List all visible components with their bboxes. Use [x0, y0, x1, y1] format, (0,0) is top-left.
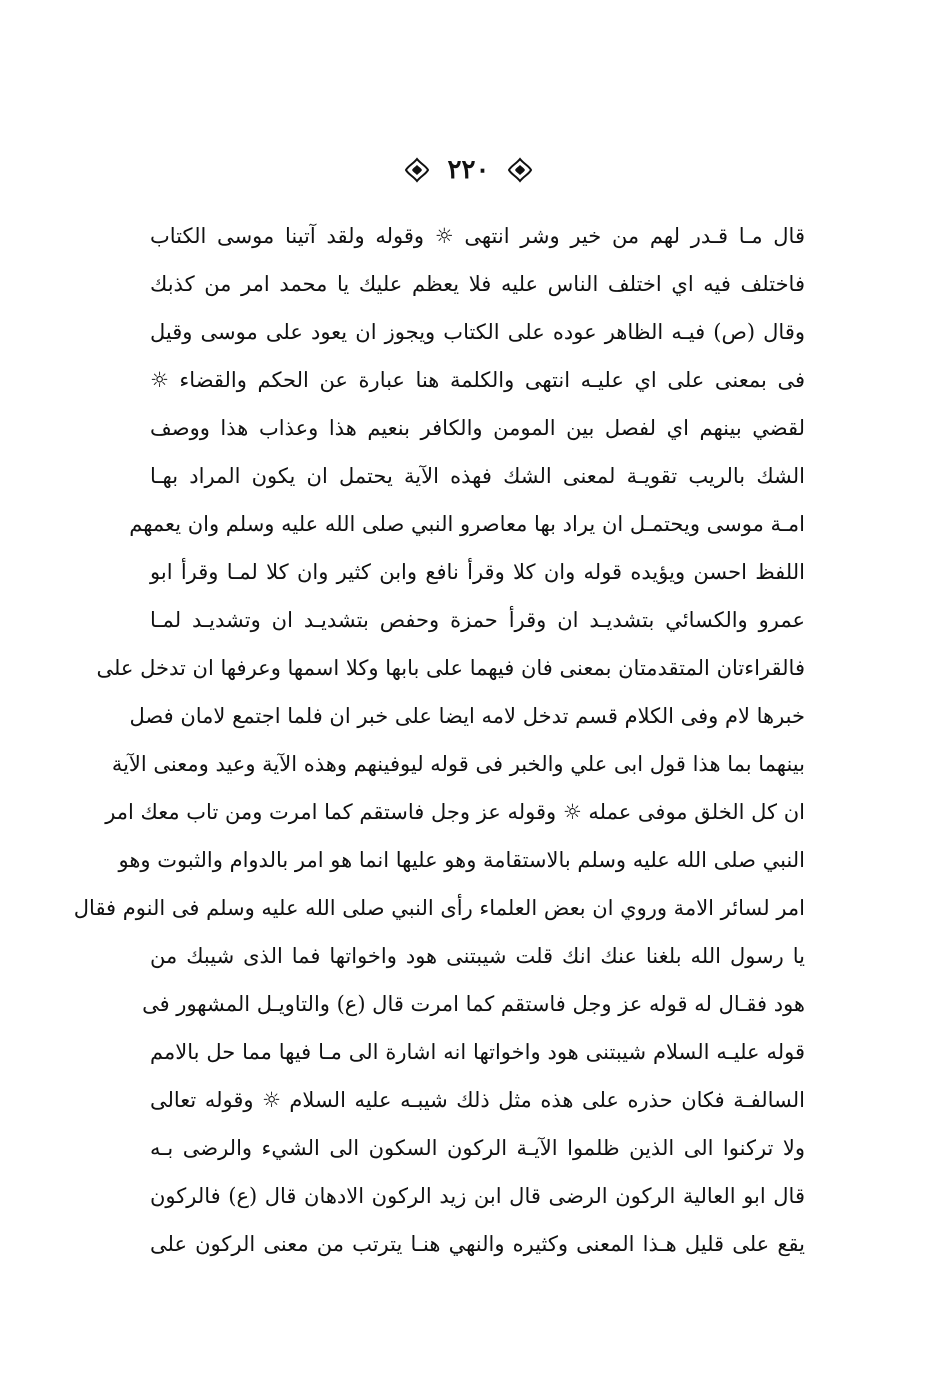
text-line: عمرو والكسائي بتشديـد ان وقرأ حمزة وحفص بتشديـد ان وتشديـد لمـا: [150, 608, 805, 632]
text-line: ان كل الخلق موفى عمله ☼ وقوله عز وجل فاستقم كما امرت ومن تاب معك امر: [105, 800, 805, 824]
text-line: فاختلف فيه اي اختلف الناس عليه فلا يعظم عليك يا محمد امر من كذبك: [150, 272, 805, 296]
body-text: [73, 212, 805, 1268]
text-line: فى بمعنى على اي عليـه انتهى والكلمة هنا عبارة عن الحكم والقضاء ☼: [150, 368, 805, 392]
text-line: وقال (ص) فيـه الظاهر عوده على الكتاب ويجوز ان يعود على موسى وقيل: [150, 320, 805, 344]
text-line: هود فقـال له قوله عز وجل فاستقم كما امرت قال (ع) والتاويـل المشهور فى: [142, 992, 805, 1016]
page-number: ٢٢٠: [447, 155, 490, 185]
ornament-icon: [404, 157, 430, 183]
text-line: الشك بالريب تقويـة لمعنى الشك فهذه الآية يحتمل ان يكون المراد بهـا: [150, 464, 805, 488]
text-line: قال مـا قـدر لهم من خير وشر انتهى ☼ وقوله ولقد آتينا موسى الكتاب: [150, 224, 805, 248]
text-line: بينهما بما هذا قول ابى علي والخبر فى قوله ليوفينهم وهذه الآية وعيد ومعنى الآية: [111, 752, 805, 776]
text-line: اللفظ احسن ويؤيده قوله وان كلا وقرأ نافع وابن كثير وان كلا لمـا وقرأ ابو: [150, 560, 805, 584]
text-line: النبي صلى الله عليه وسلم بالاستقامة وهو عليها انما هو امر بالدوام والثبوت وهو: [118, 848, 805, 872]
text-line: ولا تركنوا الى الذين ظلموا الآيـة الركون السكون الى الشيء والرضى بـه: [150, 1136, 805, 1160]
text-line: قوله عليـه السلام شيبتنى هود واخواتها انه اشارة الى مـا فيها مما حل بالامم: [150, 1040, 805, 1064]
text-line: يا رسول الله بلغنا عنك انك قلت شيبتنى هود واخواتها فما الذى شيبك من: [150, 944, 805, 968]
text-line: امر لسائر الامة وروي ان بعض العلماء رأى النبي صلى الله عليه وسلم فى النوم فقال: [73, 896, 805, 920]
text-line: خبرها لام وفى الكلام قسم تدخل لامه ايضا على خبر ان فلما اجتمع لامان فصل: [129, 704, 805, 728]
text-line: امـة موسى ويحتمـل ان يراد بها معاصرو النبي صلى الله عليه وسلم وان يعمهم: [129, 512, 805, 536]
text-line: يقع على قليل هـذا المعنى وكثيره والنهي هنـا يترتب من معنى الركون على: [150, 1232, 805, 1256]
page-header: [0, 150, 937, 190]
ornament-icon: [507, 157, 533, 183]
text-line: لقضي بينهم اي لفصل بين المومن والكافر بنعيم هذا وعذاب هذا ووصف: [150, 416, 805, 440]
text-line: قال ابو العالية الركون الرضى قال ابن زيد الركون الادهان قال (ع) فالركون: [150, 1184, 805, 1208]
text-line: فالقراءتان المتقدمتان بمعنى فان فيهما على بابها وكلا اسمها وعرفها ان تدخل على: [96, 656, 805, 680]
text-line: السالفـة فكان حذره على هذه مثل ذلك شيبـه عليه السلام ☼ وقوله تعالى: [150, 1088, 805, 1112]
